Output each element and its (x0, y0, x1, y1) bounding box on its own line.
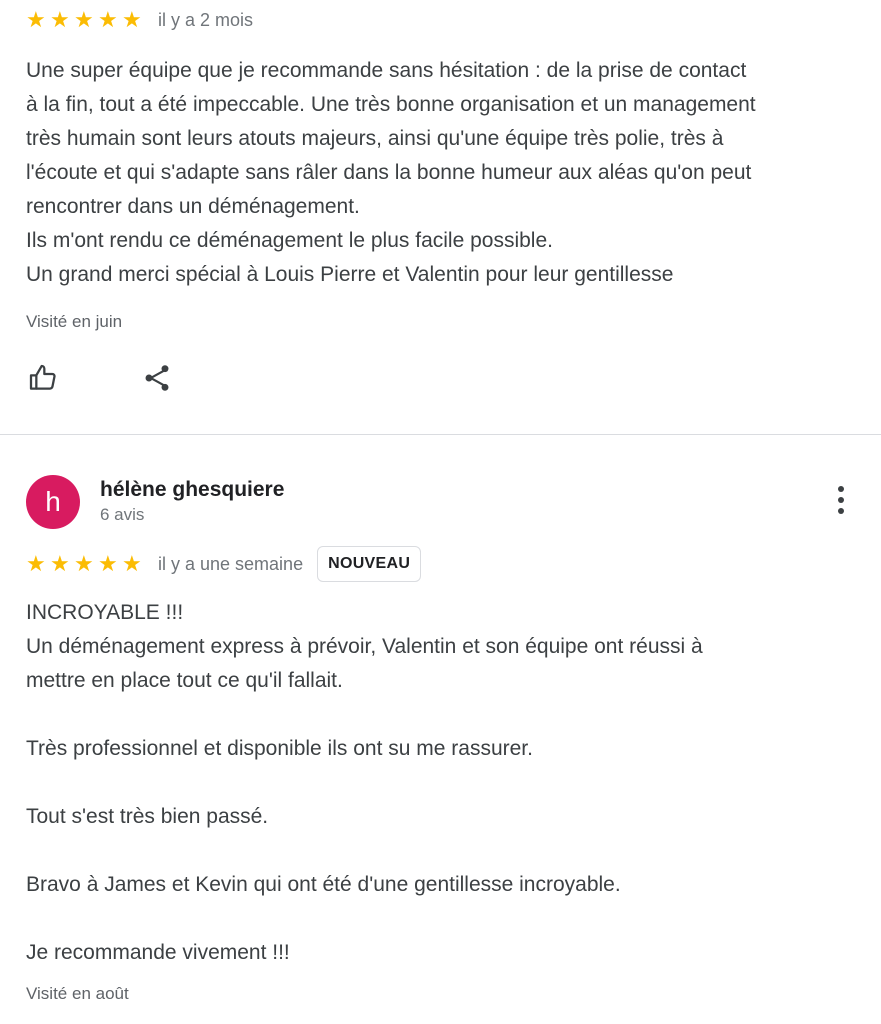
review-line: Ils m'ont rendu ce déménagement le plus facile possible. (26, 229, 553, 252)
review-line: INCROYABLE !!! (26, 601, 184, 624)
review-actions (26, 358, 859, 398)
star-rating (26, 9, 145, 31)
review-date: il y a 2 mois (158, 9, 254, 30)
star-icon: ★ (122, 551, 142, 576)
review-line: Bravo à James et Kevin qui ont été d'une gentillesse incroyable. (26, 873, 621, 896)
star-icon: ★ (98, 551, 118, 576)
star-rating (26, 553, 145, 575)
more-vert-icon (838, 486, 844, 492)
review-divider (0, 434, 881, 435)
rating-row (26, 0, 859, 40)
author-info (100, 477, 284, 527)
review-line: Un grand merci spécial à Louis Pierre et Valentin pour leur gentillesse (26, 263, 674, 286)
review-text (26, 54, 859, 292)
review-line: Tout s'est très bien passé. (26, 805, 269, 828)
star-icon: ★ (98, 7, 118, 32)
visited-date: Visité en juin (26, 312, 123, 331)
review-line: très humain sont leurs atouts majeurs, ainsi qu'une équipe très polie, très à (26, 127, 724, 150)
star-icon: ★ (50, 7, 70, 32)
star-icon: ★ (74, 7, 94, 32)
new-badge: NOUVEAU (317, 546, 421, 582)
share-button[interactable] (140, 361, 174, 395)
star-icon: ★ (26, 7, 46, 32)
thumbs-up-icon (27, 362, 59, 394)
review-date: il y a une semaine (158, 553, 304, 574)
review-line: Je recommande vivement !!! (26, 941, 290, 964)
like-button[interactable] (26, 361, 60, 395)
review-line: l'écoute et qui s'adapte sans râler dans la bonne humeur aux aléas qu'on peut (26, 161, 752, 184)
more-vert-icon (838, 497, 844, 503)
star-icon: ★ (26, 551, 46, 576)
avatar[interactable]: h (26, 475, 80, 529)
review-line: Un déménagement express à prévoir, Valentin et son équipe ont réussi à (26, 635, 703, 658)
review-header (26, 462, 859, 542)
review-bottom (0, 462, 881, 1004)
author-name[interactable]: hélène ghesquiere (100, 478, 285, 501)
share-icon (141, 362, 173, 394)
star-icon: ★ (122, 7, 142, 32)
star-icon: ★ (74, 551, 94, 576)
author-review-count: 6 avis (100, 505, 145, 524)
review-line: mettre en place tout ce qu'il fallait. (26, 669, 343, 692)
review-line: rencontrer dans un déménagement. (26, 195, 360, 218)
more-vert-icon (838, 508, 844, 514)
review-line: à la fin, tout a été impeccable. Une très bonne organisation et un management (26, 93, 756, 116)
review-line: Une super équipe que je recommande sans hésitation : de la prise de contact (26, 59, 747, 82)
review-line: Très professionnel et disponible ils ont su me rassurer. (26, 737, 533, 760)
more-options-button[interactable] (829, 480, 853, 520)
review-top (0, 0, 881, 398)
rating-row (26, 544, 859, 584)
review-text (26, 596, 859, 970)
star-icon: ★ (50, 551, 70, 576)
visited-date: Visité en août (26, 984, 129, 1003)
